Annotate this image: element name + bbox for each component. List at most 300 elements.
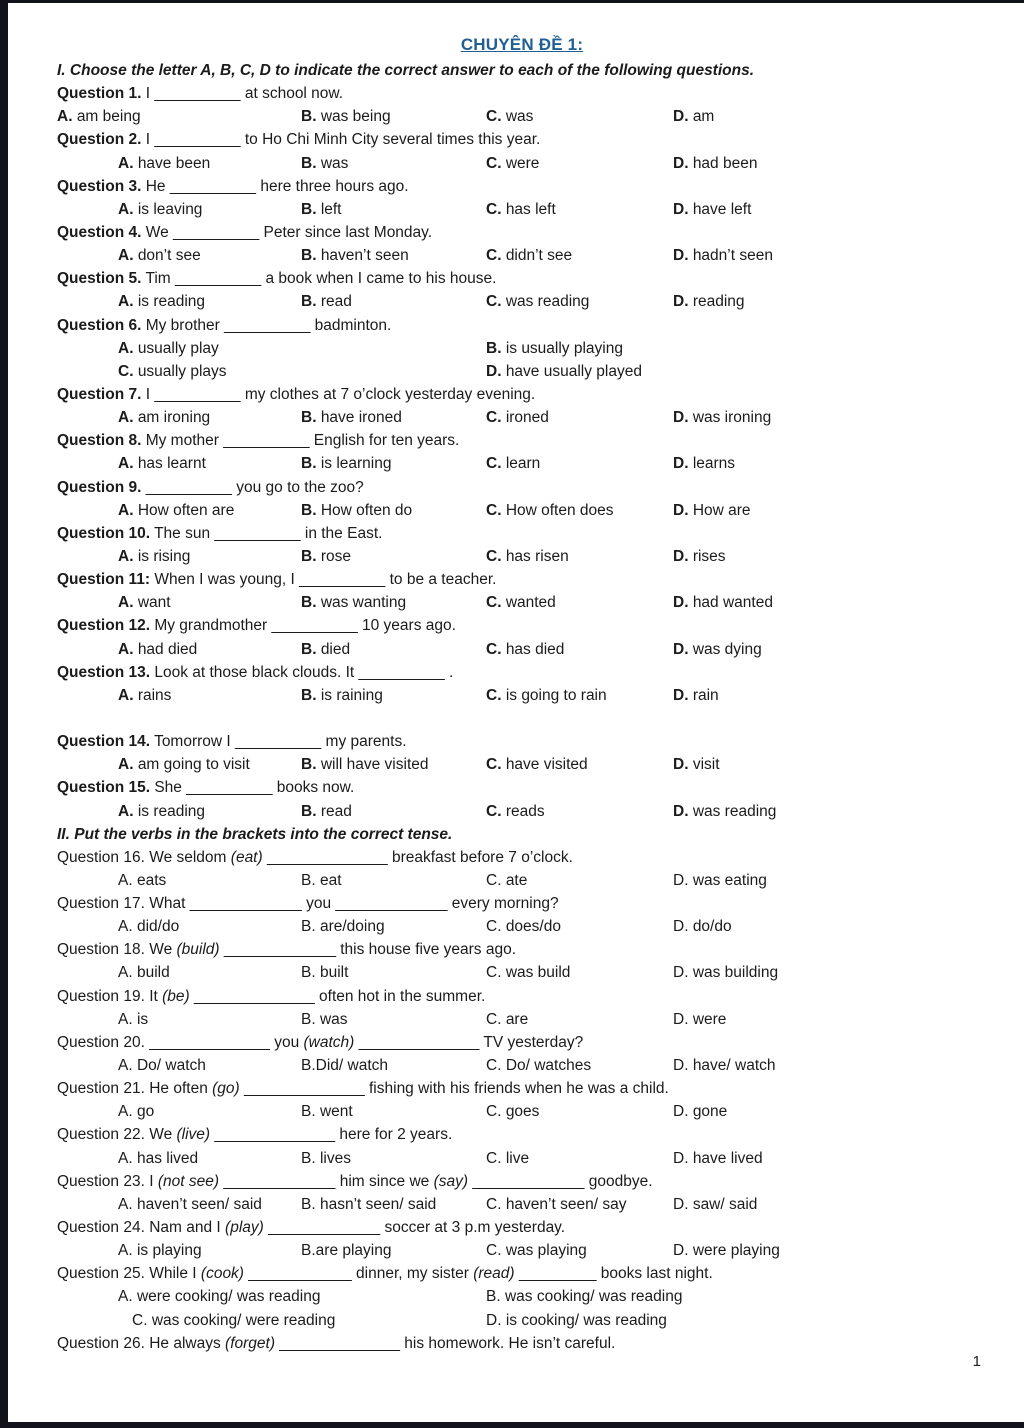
answer-option <box>486 337 623 360</box>
answer-option <box>118 684 171 707</box>
option-letter: C. <box>486 247 502 265</box>
option-text: wanted <box>505 594 556 612</box>
question-text: Tomorrow I __________ my parents. <box>154 733 407 751</box>
answer-option <box>673 684 719 707</box>
option-letter: B. <box>301 154 317 172</box>
answer-option <box>132 1309 335 1332</box>
option-letter: D. <box>673 154 689 172</box>
answer-option <box>673 406 771 429</box>
option-text: were cooking/ was reading <box>136 1288 321 1306</box>
option-letter: D. <box>673 1195 689 1213</box>
option-text: are/doing <box>319 918 385 936</box>
answer-option <box>673 499 751 522</box>
question-label: Question 6. <box>57 316 142 334</box>
options-row <box>57 406 987 429</box>
answer-option <box>673 244 773 267</box>
question-text: I <box>149 1172 158 1190</box>
question-label: Question 26. <box>57 1334 145 1352</box>
options-row <box>57 1309 987 1332</box>
answer-option <box>486 244 572 267</box>
answer-option <box>486 915 561 938</box>
option-text: is learning <box>320 455 392 473</box>
option-letter: C. <box>486 154 502 172</box>
option-text: didn’t see <box>505 247 573 265</box>
answer-option <box>673 800 776 823</box>
answer-option <box>486 452 540 475</box>
option-letter: C. <box>118 362 134 380</box>
question-line <box>57 175 987 198</box>
option-letter: C. <box>486 1103 502 1121</box>
option-text: was playing <box>505 1242 587 1260</box>
question-label: Question 20. <box>57 1033 145 1051</box>
answer-option <box>486 591 556 614</box>
answer-option <box>486 1054 591 1077</box>
question-text: _____________ him since we <box>219 1172 434 1190</box>
answer-option <box>486 1147 529 1170</box>
option-text: was <box>320 154 349 172</box>
option-letter: C. <box>486 200 502 218</box>
option-letter: A. <box>118 409 134 427</box>
question-text: He always <box>149 1334 226 1352</box>
option-text: was being <box>320 108 391 126</box>
option-letter: D. <box>673 200 689 218</box>
option-text: was ironing <box>692 409 772 427</box>
answer-option <box>301 869 342 892</box>
options-row <box>57 1239 987 1262</box>
question-text: It <box>149 987 163 1005</box>
option-letter: D. <box>673 686 689 704</box>
option-text: reading <box>692 293 745 311</box>
option-text: was <box>505 108 534 126</box>
page-top-border <box>0 0 1024 3</box>
answer-option <box>673 591 773 614</box>
answer-option <box>486 869 527 892</box>
answer-option <box>118 1193 262 1216</box>
option-letter: C. <box>486 918 502 936</box>
option-text: Do/ watches <box>505 1057 592 1075</box>
question-line <box>57 985 987 1008</box>
options-row <box>57 800 987 823</box>
question-label: Question 9. <box>57 478 142 496</box>
answer-option <box>486 961 570 984</box>
answer-option <box>118 800 205 823</box>
answer-option <box>301 1193 436 1216</box>
answer-option <box>673 152 757 175</box>
answer-option <box>486 290 589 313</box>
option-letter: A. <box>118 640 134 658</box>
option-text: usually play <box>137 339 219 357</box>
option-text: is reading <box>137 802 206 820</box>
answer-option <box>673 1193 757 1216</box>
option-letter: A. <box>118 293 134 311</box>
answer-option <box>301 1008 348 1031</box>
option-letter: A. <box>118 339 134 357</box>
option-text: built <box>319 964 349 982</box>
question-text: Look at those black clouds. It __________ . <box>154 663 454 681</box>
option-text: left <box>320 200 342 218</box>
question-text: _____________ this house five years ago. <box>219 941 517 959</box>
option-text: have left <box>692 200 752 218</box>
question-line <box>57 1170 987 1193</box>
option-text: are <box>505 1010 529 1028</box>
question-text: I __________ to Ho Chi Minh City several times this year. <box>145 131 541 149</box>
option-letter: D. <box>673 455 689 473</box>
option-letter: A. <box>118 871 133 889</box>
answer-option <box>673 1100 727 1123</box>
option-text: is <box>136 1010 149 1028</box>
question-line <box>57 476 987 499</box>
question-label: Question 2. <box>57 131 142 149</box>
option-letter: C. <box>486 640 502 658</box>
option-text: How often do <box>320 501 413 519</box>
option-letter: A. <box>118 501 134 519</box>
options-row <box>57 1193 987 1216</box>
options-row <box>57 452 987 475</box>
question-label: Question 5. <box>57 270 142 288</box>
option-letter: B. <box>301 1103 316 1121</box>
options-row <box>57 499 987 522</box>
question-text: We seldom <box>149 848 231 866</box>
option-letter: A. <box>118 455 134 473</box>
option-text: did/do <box>136 918 180 936</box>
answer-option <box>486 753 588 776</box>
option-text: was wanting <box>320 594 407 612</box>
options-row <box>57 152 987 175</box>
answer-option <box>118 290 205 313</box>
question-text: ______________ breakfast before 7 o’clock. <box>262 848 573 866</box>
option-text: were <box>692 1010 727 1028</box>
answer-option <box>118 1147 198 1170</box>
answer-option <box>301 499 412 522</box>
options-row <box>57 1054 987 1077</box>
option-text: are playing <box>315 1242 392 1260</box>
question-text: ______________ you <box>149 1033 304 1051</box>
question-text: _________ books last night. <box>514 1265 713 1283</box>
option-text: rose <box>320 547 351 565</box>
option-text: is usually playing <box>505 339 623 357</box>
option-text: Do/ watch <box>136 1057 206 1075</box>
option-letter: B. <box>301 594 317 612</box>
question-label: Question 23. <box>57 1172 145 1190</box>
option-text: have lived <box>692 1149 763 1167</box>
answer-option <box>118 360 227 383</box>
option-letter: D. <box>673 1057 689 1075</box>
question-line <box>57 82 987 105</box>
option-text: read <box>320 802 352 820</box>
option-letter: A. <box>118 200 134 218</box>
option-letter: A. <box>57 108 73 126</box>
option-text: lives <box>319 1149 351 1167</box>
option-text: don’t see <box>137 247 201 265</box>
page-title: CHUYÊN ĐỀ 1: <box>460 35 584 54</box>
answer-option <box>301 915 385 938</box>
option-letter: C. <box>486 1195 502 1213</box>
answer-option <box>486 1285 682 1308</box>
answer-option <box>118 152 210 175</box>
question-label: Question 14. <box>57 733 151 751</box>
option-letter: C. <box>486 1242 502 1260</box>
answer-option <box>673 198 751 221</box>
option-text: have ironed <box>320 409 402 427</box>
question-text: (read) <box>473 1265 515 1283</box>
question-text: While I <box>149 1265 201 1283</box>
option-letter: B. <box>301 247 317 265</box>
option-letter: C. <box>486 1057 502 1075</box>
option-letter: D. <box>486 362 502 380</box>
option-text: is raining <box>320 686 383 704</box>
option-text: was reading <box>692 802 777 820</box>
option-text: eat <box>319 871 342 889</box>
option-letter: B. <box>301 501 317 519</box>
option-letter: C. <box>486 547 502 565</box>
question-label: Question 18. <box>57 941 145 959</box>
question-text: _____________ soccer at 3 p.m yesterday. <box>263 1219 566 1237</box>
option-letter: D. <box>486 1311 502 1329</box>
option-letter: D. <box>673 756 689 774</box>
answer-option <box>673 1239 780 1262</box>
answer-option <box>486 105 533 128</box>
answer-option <box>118 198 202 221</box>
answer-option <box>301 638 350 661</box>
option-letter: D. <box>673 1103 689 1121</box>
option-letter: D. <box>673 1010 689 1028</box>
option-text: haven’t seen/ said <box>136 1195 262 1213</box>
question-text: The sun __________ in the East. <box>154 524 383 542</box>
option-text: have been <box>137 154 211 172</box>
option-text: has left <box>505 200 556 218</box>
question-text: My grandmother __________ 10 years ago. <box>154 617 456 635</box>
option-letter: B. <box>301 1010 316 1028</box>
option-text: has risen <box>505 547 569 565</box>
question-label: Question 11: <box>57 571 151 589</box>
answer-option <box>301 198 342 221</box>
answer-option <box>118 869 166 892</box>
question-text: (cook) <box>200 1265 244 1283</box>
option-letter: B. <box>301 802 317 820</box>
answer-option <box>673 961 778 984</box>
option-letter: B. <box>301 1149 316 1167</box>
option-text: rains <box>137 686 172 704</box>
question-text: (be) <box>162 987 190 1005</box>
answer-option <box>118 1100 154 1123</box>
option-letter: B. <box>486 1288 501 1306</box>
answer-option <box>486 1008 528 1031</box>
question-text: (build) <box>176 941 220 959</box>
option-letter: C. <box>486 594 502 612</box>
question-label: Question 19. <box>57 987 145 1005</box>
question-line <box>57 892 987 915</box>
answer-option <box>673 638 762 661</box>
answer-option <box>301 1239 391 1262</box>
question-label: Question 12. <box>57 617 151 635</box>
question-text: (forget) <box>225 1334 275 1352</box>
question-text: My brother __________ badminton. <box>145 316 392 334</box>
option-letter: C. <box>486 501 502 519</box>
answer-option <box>673 105 714 128</box>
option-text: How often are <box>137 501 235 519</box>
option-letter: A. <box>118 547 134 565</box>
option-text: saw/ said <box>692 1195 758 1213</box>
option-text: am <box>692 108 715 126</box>
option-letter: B. <box>301 455 317 473</box>
option-text: learns <box>692 455 736 473</box>
question-text: (go) <box>212 1080 240 1098</box>
option-text: reads <box>505 802 545 820</box>
option-text: am going to visit <box>137 756 250 774</box>
question-label: Question 13. <box>57 663 151 681</box>
question-label: Question 3. <box>57 177 142 195</box>
answer-option <box>301 1054 388 1077</box>
question-text: ______________ his homework. He isn’t careful. <box>275 1334 616 1352</box>
section-1-questions <box>57 846 987 1355</box>
question-label: Question 7. <box>57 385 142 403</box>
options-row <box>57 337 987 360</box>
question-line <box>57 568 987 591</box>
options-row <box>57 244 987 267</box>
answer-option <box>301 753 429 776</box>
option-letter: D. <box>673 640 689 658</box>
option-text: were playing <box>692 1242 780 1260</box>
question-line <box>57 614 987 637</box>
answer-option <box>301 452 391 475</box>
answer-option <box>301 800 352 823</box>
option-text: is playing <box>136 1242 202 1260</box>
options-row <box>57 591 987 614</box>
option-letter: A. <box>118 1010 133 1028</box>
option-letter: D. <box>673 802 689 820</box>
question-line <box>57 522 987 545</box>
option-text: was reading <box>505 293 590 311</box>
option-letter: C. <box>486 802 502 820</box>
question-label: Question 21. <box>57 1080 145 1098</box>
question-text: _____________ goodbye. <box>468 1172 653 1190</box>
answer-option <box>118 452 206 475</box>
question-label: Question 15. <box>57 779 151 797</box>
option-text: has lived <box>136 1149 199 1167</box>
answer-option <box>118 244 201 267</box>
option-text: want <box>137 594 171 612</box>
question-line <box>57 1332 987 1355</box>
option-text: go <box>136 1103 155 1121</box>
question-text: __________ you go to the zoo? <box>145 478 364 496</box>
option-text: live <box>505 1149 530 1167</box>
question-label: Question 25. <box>57 1265 145 1283</box>
option-text: read <box>320 293 352 311</box>
question-line <box>57 128 987 151</box>
options-row <box>57 545 987 568</box>
option-letter: B. <box>301 293 317 311</box>
question-line <box>57 314 987 337</box>
option-text: Did/ watch <box>315 1057 389 1075</box>
answer-option <box>673 290 745 313</box>
page-left-border <box>0 0 8 1428</box>
question-line <box>57 1262 987 1285</box>
answer-option <box>118 915 179 938</box>
question-label: Question 22. <box>57 1126 145 1144</box>
option-letter: B. <box>301 200 317 218</box>
question-text: My mother __________ English for ten years. <box>145 432 460 450</box>
option-letter: D. <box>673 547 689 565</box>
question-line <box>57 221 987 244</box>
option-letter: D. <box>673 964 689 982</box>
option-letter: C. <box>486 964 502 982</box>
options-row <box>57 290 987 313</box>
question-label: Question 24. <box>57 1219 145 1237</box>
option-letter: C. <box>486 409 502 427</box>
option-text: visit <box>692 756 720 774</box>
option-letter: A. <box>118 1288 133 1306</box>
answer-option <box>673 1147 763 1170</box>
option-text: does/do <box>505 918 561 936</box>
option-text: will have visited <box>320 756 429 774</box>
option-text: was cooking/ was reading <box>504 1288 683 1306</box>
question-label: Question 10. <box>57 524 151 542</box>
answer-option <box>118 961 170 984</box>
answer-option <box>301 591 406 614</box>
option-letter: A. <box>118 1103 133 1121</box>
option-letter: A. <box>118 594 134 612</box>
option-letter: D. <box>673 918 689 936</box>
option-letter: A. <box>118 756 134 774</box>
option-text: do/do <box>692 918 732 936</box>
page-number: 1 <box>972 1353 981 1370</box>
question-label: Question 8. <box>57 432 142 450</box>
answer-option <box>118 591 171 614</box>
option-letter: D. <box>673 293 689 311</box>
answer-option <box>486 1193 626 1216</box>
answer-option <box>486 152 539 175</box>
answer-option <box>301 1147 351 1170</box>
option-text: How are <box>692 501 751 519</box>
answer-option <box>301 545 351 568</box>
options-row <box>57 915 987 938</box>
option-text: had been <box>692 154 758 172</box>
option-letter: C. <box>486 455 502 473</box>
options-row <box>57 684 987 707</box>
answer-option <box>486 1309 667 1332</box>
option-text: went <box>319 1103 353 1121</box>
question-text: (eat) <box>230 848 263 866</box>
question-text: (play) <box>225 1219 264 1237</box>
question-text: He __________ here three hours ago. <box>145 177 409 195</box>
answer-option <box>118 1054 206 1077</box>
option-letter: A. <box>118 154 134 172</box>
answer-option <box>673 1008 726 1031</box>
options-row <box>57 105 987 128</box>
answer-option <box>486 499 614 522</box>
option-text: is cooking/ was reading <box>505 1311 667 1329</box>
option-text: was build <box>505 964 571 982</box>
option-text: hasn’t seen/ said <box>319 1195 437 1213</box>
document-page <box>57 33 987 1423</box>
options-row <box>57 638 987 661</box>
question-line <box>57 429 987 452</box>
option-letter: B. <box>301 918 316 936</box>
options-row <box>57 1100 987 1123</box>
answer-option <box>118 1239 202 1262</box>
option-letter: D. <box>673 409 689 427</box>
question-text: (say) <box>433 1172 469 1190</box>
option-letter: B. <box>301 108 317 126</box>
option-text: was cooking/ were reading <box>151 1311 336 1329</box>
option-text: is reading <box>137 293 206 311</box>
option-letter: B. <box>301 964 316 982</box>
option-letter: C. <box>486 293 502 311</box>
options-row <box>57 1285 987 1308</box>
option-text: rain <box>692 686 719 704</box>
section-1-heading: I. Choose the letter A, B, C, D to indicate the correct answer to each of the following questions. <box>57 62 755 79</box>
option-text: gone <box>692 1103 728 1121</box>
